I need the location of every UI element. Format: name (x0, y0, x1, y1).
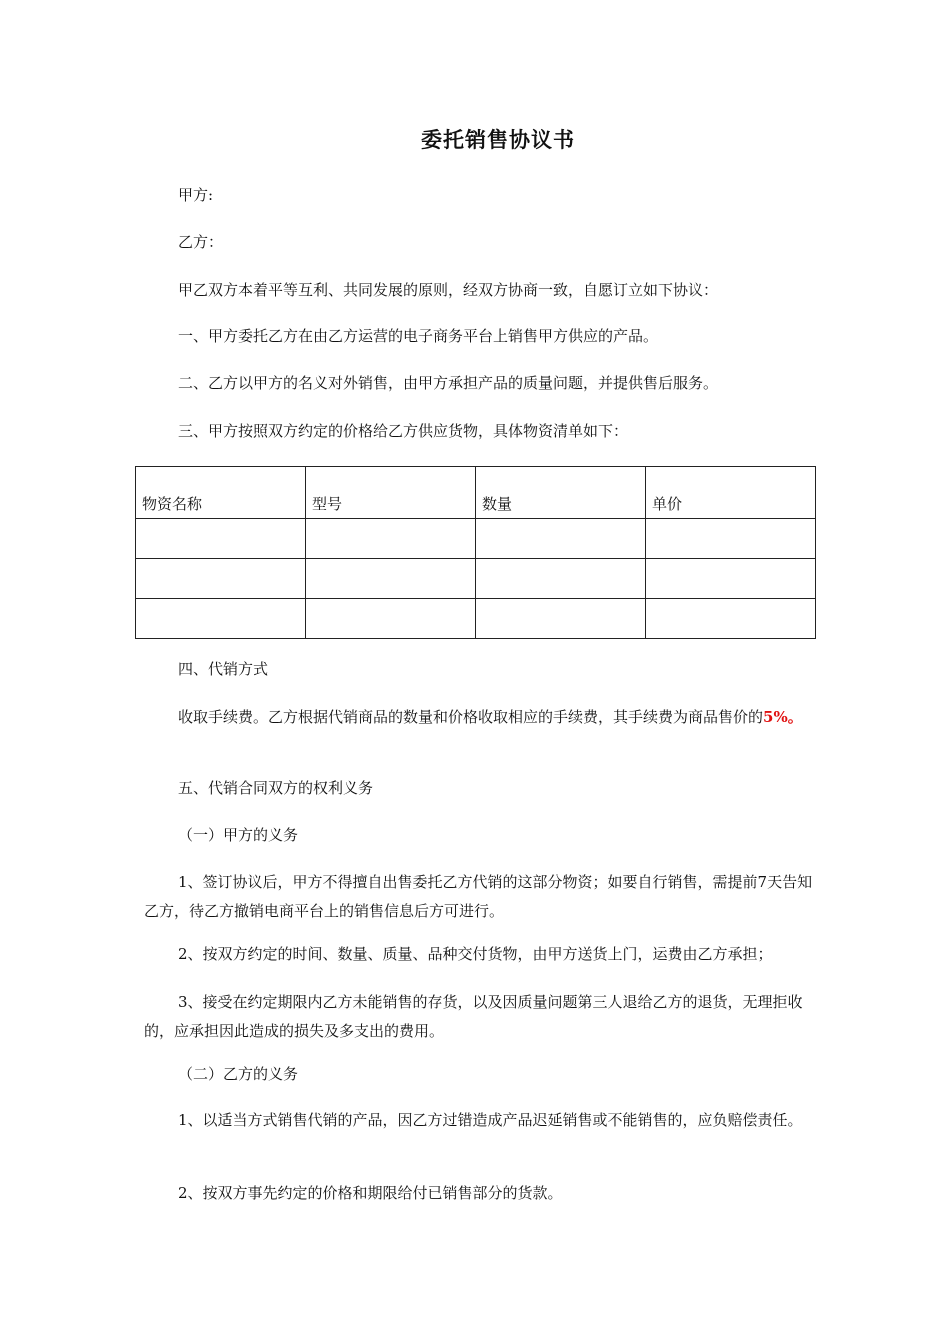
table-header-cell: 型号 (306, 467, 476, 519)
table-header-cell: 单价 (646, 467, 816, 519)
goods-table (135, 466, 816, 639)
table-header-row (136, 467, 816, 519)
table-cell (646, 519, 816, 559)
party-a-duties-heading: （一）甲方的义务 (178, 826, 299, 844)
party-b-duties-heading: （二）乙方的义务 (178, 1065, 299, 1083)
table-cell (136, 559, 306, 599)
table-cell (646, 599, 816, 639)
table-header-cell: 数量 (476, 467, 646, 519)
table-row (136, 519, 816, 559)
table-cell (476, 519, 646, 559)
party-b-duty-1: 1、以适当方式销售代销的产品，因乙方过错造成产品迟延销售或不能销售的，应负赔偿责任。 (178, 1111, 803, 1129)
table-cell (306, 519, 476, 559)
party-a-duty-1: 1、签订协议后，甲方不得擅自出售委托乙方代销的这部分物资；如要自行销售，需提前7天告知乙方，待乙方撤销电商平台上的销售信息后方可进行。 (144, 873, 813, 920)
table-header-cell: 物资名称 (136, 467, 306, 519)
party-a-duty-2: 2、按双方约定的时间、数量、质量、品种交付货物，由甲方送货上门，运费由乙方承担； (178, 945, 773, 963)
party-b-duty-2: 2、按双方事先约定的价格和期限给付已销售部分的货款。 (178, 1184, 563, 1202)
fee-rate: 5%。 (763, 708, 803, 726)
table-cell (306, 559, 476, 599)
table-cell (136, 599, 306, 639)
table-cell (476, 599, 646, 639)
intro-paragraph: 甲乙双方本着平等互利、共同发展的原则，经双方协商一致，自愿订立如下协议： (178, 281, 719, 299)
party-b-line: 乙方： (178, 233, 224, 251)
party-a-line: 甲方: (178, 186, 214, 204)
party-a-duty-3: 3、接受在约定期限内乙方未能销售的存货，以及因质量问题第三人退给乙方的退货，无理拒收的，应承担因此造成的损失及多支出的费用。 (144, 993, 803, 1040)
section-4-body: 收取手续费。乙方根据代销商品的数量和价格收取相应的手续费，其手续费为商品售价的 (178, 708, 764, 726)
clause-1: 一、甲方委托乙方在由乙方运营的电子商务平台上销售甲方供应的产品。 (178, 327, 659, 345)
clause-3: 三、甲方按照双方约定的价格给乙方供应货物，具体物资清单如下： (178, 422, 629, 440)
table-row (136, 599, 816, 639)
section-5-heading: 五、代销合同双方的权利义务 (178, 779, 374, 797)
section-4-text (144, 703, 814, 732)
table-cell (476, 559, 646, 599)
table-cell (646, 559, 816, 599)
table-cell (306, 599, 476, 639)
clause-2: 二、乙方以甲方的名义对外销售，由甲方承担产品的质量问题，并提供售后服务。 (178, 374, 719, 392)
table-cell (136, 519, 306, 559)
section-4-heading: 四、代销方式 (178, 660, 269, 678)
table-row (136, 559, 816, 599)
document-title: 委托销售协议书 (421, 127, 575, 152)
